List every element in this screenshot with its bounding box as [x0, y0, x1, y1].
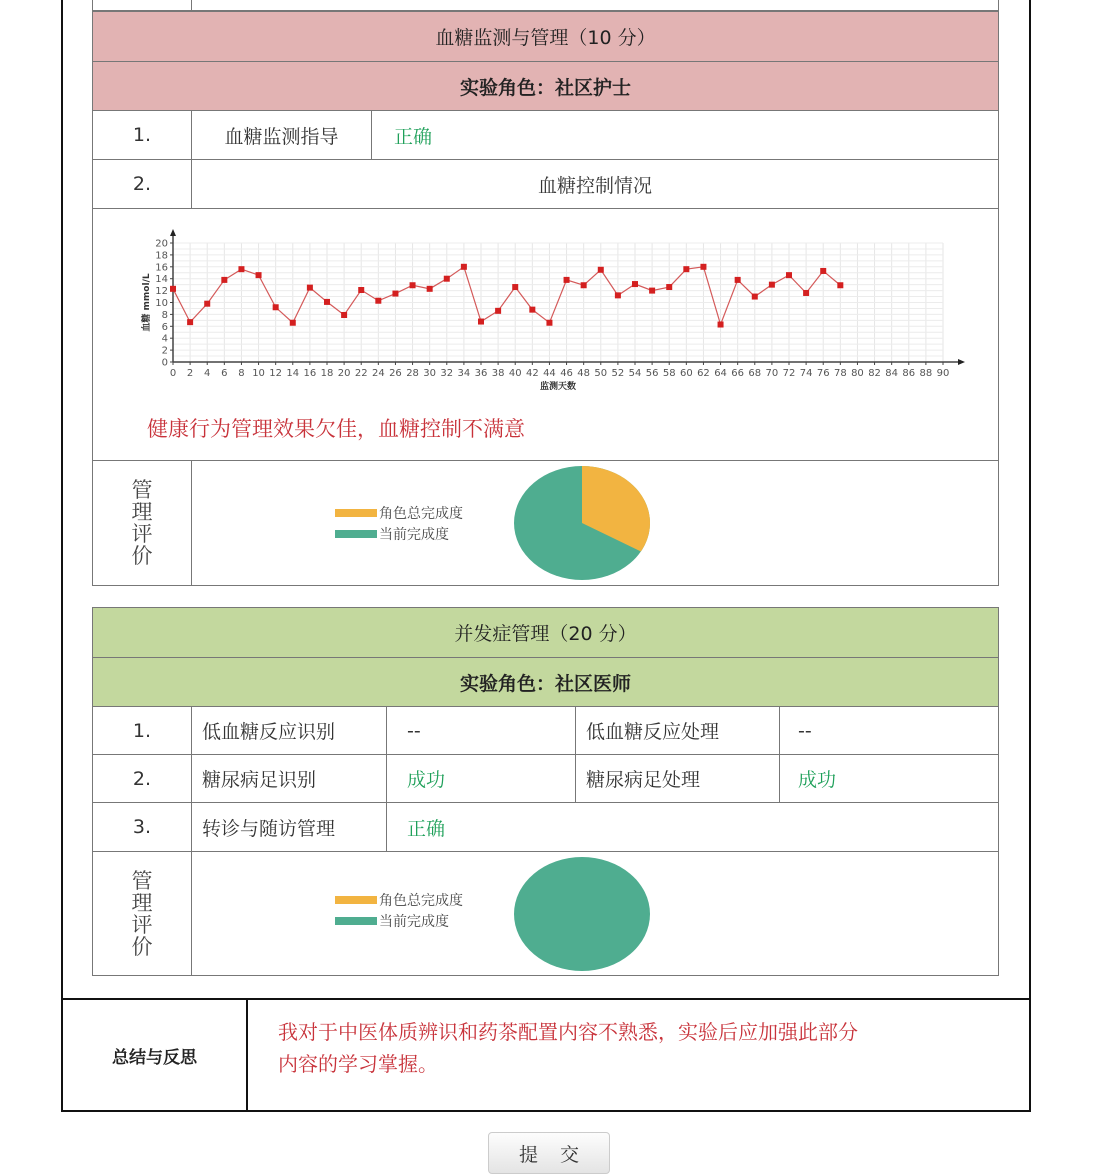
svg-text:血糖 mmol/L: 血糖 mmol/L [142, 273, 152, 332]
svg-text:72: 72 [782, 368, 796, 379]
complication-role: 实验角色：社区医师 [93, 658, 998, 706]
svg-text:监测天数: 监测天数 [539, 382, 577, 392]
svg-text:74: 74 [799, 368, 813, 379]
svg-text:50: 50 [594, 368, 608, 379]
item-number: 1. [132, 719, 152, 742]
summary-label: 总结与反思 [63, 1000, 248, 1110]
svg-text:60: 60 [679, 368, 693, 379]
item-label: 糖尿病足识别 [191, 755, 386, 802]
summary-reflection [61, 998, 1031, 1112]
svg-text:28: 28 [406, 368, 419, 379]
svg-text:76: 76 [816, 368, 830, 379]
svg-text:14: 14 [155, 274, 168, 286]
complication-pie-chart [512, 855, 652, 973]
svg-text:68: 68 [748, 368, 762, 379]
evaluation-label: 管 理 评 价 [131, 868, 153, 959]
svg-text:36: 36 [474, 368, 488, 379]
svg-text:2: 2 [161, 345, 168, 357]
item-result: 成功 [779, 755, 998, 802]
item-label: 转诊与随访管理 [191, 803, 386, 851]
svg-text:80: 80 [851, 368, 864, 379]
legend-swatch-teal [335, 530, 377, 538]
item-label: 低血糖反应识别 [191, 707, 386, 754]
submit-button[interactable]: 提交 [488, 1132, 610, 1174]
svg-text:16: 16 [155, 262, 168, 274]
legend-swatch-teal [335, 917, 377, 925]
glucose-chart-row [93, 208, 998, 460]
svg-text:34: 34 [457, 368, 471, 379]
svg-text:20: 20 [337, 368, 351, 379]
evaluation-chart-cell [191, 461, 998, 585]
item-result: -- [386, 707, 575, 754]
svg-text:82: 82 [868, 368, 881, 379]
legend-item-current: 当前完成度 [335, 523, 463, 544]
svg-text:52: 52 [611, 368, 625, 379]
item-result: -- [779, 707, 998, 754]
svg-text:4: 4 [204, 368, 211, 379]
svg-text:26: 26 [389, 368, 402, 379]
glucose-line-chart [93, 219, 998, 419]
item-number: 2. [132, 173, 152, 195]
item-number: 3. [132, 816, 152, 838]
svg-text:56: 56 [645, 368, 659, 379]
glucose-pie-chart [512, 464, 652, 582]
svg-text:32: 32 [440, 368, 454, 379]
complication-section-title: 并发症管理（20 分） [93, 608, 998, 657]
item-label: 血糖控制情况 [191, 160, 998, 208]
evaluation-chart-cell [191, 852, 998, 975]
svg-text:66: 66 [731, 368, 745, 379]
legend-item-total: 角色总完成度 [335, 502, 463, 523]
item-label: 糖尿病足处理 [575, 755, 779, 802]
svg-text:84: 84 [885, 368, 899, 379]
svg-text:90: 90 [936, 368, 950, 379]
svg-text:14: 14 [286, 368, 300, 379]
svg-text:16: 16 [303, 368, 317, 379]
svg-text:42: 42 [525, 368, 539, 379]
svg-text:8: 8 [161, 309, 168, 321]
svg-text:18: 18 [155, 250, 168, 262]
glucose-section-title: 血糖监测与管理（10 分） [93, 12, 998, 61]
legend-swatch-orange [335, 509, 377, 517]
svg-text:20: 20 [155, 238, 168, 250]
svg-text:38: 38 [491, 368, 505, 379]
svg-text:18: 18 [320, 368, 334, 379]
svg-text:70: 70 [765, 368, 779, 379]
pie-legend [335, 502, 463, 544]
item-label: 血糖监测指导 [191, 111, 371, 159]
pie-legend [335, 889, 463, 931]
svg-text:12: 12 [269, 368, 283, 379]
svg-text:10: 10 [252, 368, 265, 379]
svg-text:0: 0 [161, 357, 168, 369]
complication-section [92, 607, 999, 976]
glucose-role: 实验角色：社区护士 [93, 62, 998, 110]
evaluation-label: 管 理 评 价 [131, 478, 153, 568]
svg-text:78: 78 [833, 368, 847, 379]
svg-text:8: 8 [238, 368, 245, 379]
svg-text:2: 2 [186, 368, 194, 379]
svg-text:86: 86 [902, 368, 916, 379]
svg-text:54: 54 [628, 368, 642, 379]
svg-text:22: 22 [354, 368, 368, 379]
svg-text:12: 12 [155, 286, 168, 298]
glucose-section [92, 11, 999, 586]
svg-text:46: 46 [560, 368, 573, 379]
svg-text:88: 88 [919, 368, 933, 379]
svg-text:6: 6 [161, 321, 168, 333]
svg-text:10: 10 [155, 298, 168, 309]
previous-row-remnant [92, 0, 999, 11]
legend-item-current: 当前完成度 [335, 910, 463, 931]
item-result: 成功 [386, 755, 575, 802]
legend-item-total: 角色总完成度 [335, 889, 463, 910]
legend-swatch-orange [335, 896, 377, 904]
svg-text:48: 48 [577, 368, 591, 379]
svg-text:62: 62 [697, 368, 710, 379]
item-number: 2. [132, 767, 152, 790]
item-result: 正确 [386, 803, 998, 851]
summary-text: 我对于中医体质辨识和药茶配置内容不熟悉，实验后应加强此部分 内容的学习掌握。 [278, 1020, 858, 1076]
svg-text:40: 40 [508, 368, 522, 379]
svg-text:64: 64 [714, 368, 727, 379]
item-number: 1. [132, 124, 152, 146]
item-label: 低血糖反应处理 [575, 707, 779, 754]
item-result: 正确 [371, 111, 998, 159]
svg-text:6: 6 [221, 368, 228, 379]
chart-comment: 健康行为管理效果欠佳，血糖控制不满意 [147, 417, 525, 441]
svg-text:30: 30 [423, 368, 437, 379]
svg-text:4: 4 [161, 333, 168, 345]
svg-text:24: 24 [371, 368, 385, 379]
svg-text:58: 58 [662, 368, 676, 379]
svg-text:0: 0 [169, 368, 177, 379]
svg-text:44: 44 [543, 368, 556, 379]
